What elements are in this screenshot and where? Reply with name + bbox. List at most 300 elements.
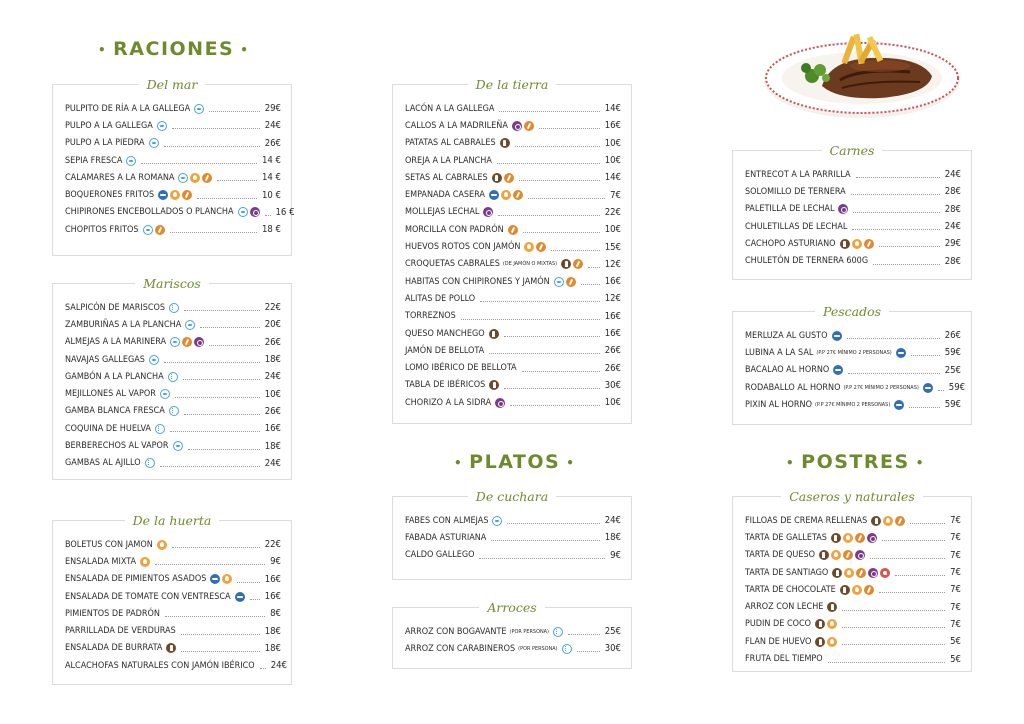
menu-item-price: 24€: [270, 660, 287, 672]
dotted-leader: [164, 146, 260, 147]
menu-item-price: 59€: [944, 347, 961, 359]
allergen-icons: [815, 619, 837, 629]
allergen-icons: [143, 225, 165, 235]
menu-item-name: CALDO GALLEGO: [405, 550, 475, 561]
egg-allergen-icon: [883, 516, 893, 526]
dotted-leader: [499, 111, 599, 112]
dotted-leader: [528, 198, 605, 199]
menu-item: [405, 547, 621, 564]
fish-solid-allergen-icon: [832, 331, 842, 341]
menu-item-price: 18€: [264, 440, 281, 452]
menu-item-name: CALAMARES A LA ROMANA: [65, 172, 175, 183]
menu-item: [745, 650, 961, 667]
gluten-allergen-icon: [504, 173, 514, 183]
menu-item: [65, 403, 281, 420]
allergen-icons: [185, 320, 195, 330]
menu-item-name: LACÓN A LA GALLEGA: [405, 103, 495, 114]
dotted-leader: [181, 634, 260, 635]
menu-item-price: 59€: [948, 382, 966, 394]
menu-item: [65, 622, 281, 639]
menu-item: [405, 342, 621, 359]
menu-item-price: 24€: [944, 169, 961, 181]
dotted-leader: [172, 128, 260, 129]
allergen-icons: [840, 585, 874, 595]
menu-item-name: HUEVOS ROTOS CON JAMÓN: [405, 242, 521, 253]
allergen-icons: [194, 104, 204, 114]
dotted-leader: [873, 264, 940, 265]
menu-item-name: ZAMBURIÑAS A LA PLANCHA: [65, 319, 182, 330]
menu-item-price: 18€: [264, 642, 281, 654]
dotted-leader: [184, 310, 260, 311]
fish-allergen-icon: [194, 104, 204, 114]
menu-item: [65, 152, 281, 169]
fish-allergen-icon: [185, 320, 195, 330]
menu-item-name: BOLETUS CON JAMON: [65, 539, 153, 550]
menu-item: [65, 117, 281, 134]
section-title: Del mar: [139, 77, 206, 92]
section-carnes: [732, 143, 972, 280]
menu-item-price: 5€: [950, 636, 961, 648]
menu-item: [405, 290, 621, 307]
menu-item-name: SOLOMILLO DE TERNERA: [745, 186, 846, 197]
menu-item-price: 29€: [264, 103, 281, 115]
menu-item-price: 16€: [264, 591, 281, 603]
menu-item-name: PULPO A LA PIEDRA: [65, 138, 145, 149]
milk-allergen-icon: [500, 138, 510, 148]
menu-item: [745, 633, 961, 650]
menu-item: [65, 316, 281, 333]
menu-item-price: 12€: [604, 293, 621, 305]
menu-item-price: 14 €: [261, 155, 281, 167]
menu-item: [745, 252, 961, 269]
section-title: Mariscos: [135, 276, 209, 291]
menu-item-price: 16€: [604, 120, 621, 132]
menu-item-price: 7€: [950, 532, 961, 544]
dotted-leader: [504, 336, 600, 337]
dotted-leader: [172, 547, 260, 548]
menu-item: [405, 152, 621, 169]
fish-solid-allergen-icon: [489, 190, 499, 200]
fish-allergen-icon: [554, 277, 564, 287]
menu-item-name: FABADA ASTURIANA: [405, 532, 487, 543]
menu-item-name: MEJILLONES AL VAPOR: [65, 389, 156, 400]
dotted-leader: [581, 284, 600, 285]
menu-item-name: ARROZ CON CARABINEROS: [405, 643, 516, 654]
fish-solid-allergen-icon: [158, 190, 168, 200]
fish-allergen-icon: [170, 337, 180, 347]
menu-item-note: (P.P 27€ MÍNIMO 2 PERSONAS): [843, 384, 919, 391]
sulfite-allergen-icon: [855, 550, 865, 560]
dotted-leader: [170, 232, 257, 233]
allergen-icons: [483, 207, 493, 217]
menu-item-name: COQUINA DE HUELVA: [65, 423, 151, 434]
sulfite-allergen-icon: [868, 568, 878, 578]
menu-item-price: 12€: [604, 258, 621, 270]
milk-allergen-icon: [832, 568, 842, 578]
dotted-leader: [209, 345, 260, 346]
menu-item: [405, 238, 621, 255]
menu-item: [405, 394, 621, 411]
dotted-leader: [175, 397, 260, 398]
menu-item: [745, 235, 961, 252]
dotted-leader: [200, 327, 259, 328]
postres-heading: • POSTRES •: [786, 451, 925, 473]
menu-item: [405, 623, 621, 640]
allergen-icons: [894, 400, 904, 410]
egg-allergen-icon: [222, 574, 232, 584]
menu-item-name: CHULETÓN DE TERNERA 600G: [745, 256, 869, 267]
menu-item-price: 7€: [950, 618, 961, 630]
menu-item-name: BOQUERONES FRITOS: [65, 190, 155, 201]
menu-item: [65, 204, 295, 221]
dotted-leader: [183, 379, 260, 380]
menu-item-name: FABES CON ALMEJAS: [405, 515, 489, 526]
dotted-leader: [160, 466, 260, 467]
allergen-icons: [819, 550, 865, 560]
dotted-leader: [491, 540, 599, 541]
menu-item-price: 29€: [944, 238, 961, 250]
menu-item: [745, 512, 961, 529]
dotted-leader: [480, 301, 600, 302]
milk-allergen-icon: [840, 239, 850, 249]
gluten-allergen-icon: [843, 550, 853, 560]
menu-item-name: ENSALADA DE TOMATE CON VENTRESCA: [65, 591, 231, 602]
dotted-leader: [479, 558, 605, 559]
section-title: Arroces: [479, 600, 544, 615]
fish-allergen-icon: [143, 225, 153, 235]
dotted-leader: [879, 592, 945, 593]
allergen-icons: [512, 121, 534, 131]
fish-solid-allergen-icon: [923, 383, 933, 393]
milk-allergen-icon: [819, 550, 829, 560]
dotted-leader: [489, 353, 599, 354]
gluten-allergen-icon: [895, 516, 905, 526]
menu-item-price: 22€: [264, 302, 281, 314]
menu-item: [405, 377, 621, 394]
allergen-icons: [896, 348, 906, 358]
dotted-leader: [188, 449, 260, 450]
menu-item-price: 7€: [950, 515, 961, 527]
menu-item: [65, 186, 281, 203]
menu-item-name: MORCILLA CON PADRÓN: [405, 224, 504, 235]
menu-item-price: 22€: [264, 539, 281, 551]
menu-item-price: 30€: [604, 643, 621, 655]
sulfite-allergen-icon: [867, 533, 877, 543]
allergen-icons: [827, 602, 837, 612]
menu-item: [745, 201, 961, 218]
menu-item-name: SEPIA FRESCA: [65, 155, 123, 166]
dotted-leader: [568, 634, 600, 635]
menu-item-price: 26€: [604, 362, 621, 374]
menu-item: [745, 616, 961, 633]
menu-item: [65, 221, 281, 238]
menu-item-name: PALETILLA DE LECHAL: [745, 204, 835, 215]
dotted-leader: [141, 163, 257, 164]
menu-item: [405, 273, 621, 290]
menu-item-price: 59€: [944, 399, 961, 411]
menu-item-name: HABITAS CON CHIPIRONES Y JAMÓN: [405, 276, 550, 287]
fish-solid-allergen-icon: [894, 400, 904, 410]
menu-item-price: 9€: [610, 549, 621, 561]
menu-item-name: QUESO MANCHEGO: [405, 328, 485, 339]
menu-item-name: ENTRECOT A LA PARRILLA: [745, 169, 851, 180]
menu-item-price: 7€: [950, 584, 961, 596]
menu-item-note: (POR PERSONA): [518, 645, 558, 652]
raciones-heading: • RACIONES •: [98, 38, 250, 60]
menu-item: [745, 564, 961, 581]
nut-allergen-icon: [880, 568, 890, 578]
allergen-icons: [166, 643, 176, 653]
section-mariscos: [52, 276, 292, 480]
menu-item: [405, 100, 621, 117]
allergen-icons: [149, 355, 159, 365]
fish-solid-allergen-icon: [235, 592, 245, 602]
menu-item-name: CHIPIRONES ENCEBOLLADOS O PLANCHA: [65, 207, 234, 218]
allergen-icons: [524, 242, 546, 252]
dotted-leader: [895, 575, 945, 576]
menu-item-price: 15€: [604, 241, 621, 253]
menu-item-price: 26€: [604, 345, 621, 357]
dotted-leader: [551, 250, 599, 251]
fish-allergen-icon: [157, 121, 167, 131]
dotted-leader: [519, 180, 600, 181]
section-title: De la huerta: [125, 513, 220, 528]
allergen-icons: [178, 173, 212, 183]
menu-item-price: 10€: [604, 224, 621, 236]
section-title: De la tierra: [468, 77, 557, 92]
milk-allergen-icon: [166, 643, 176, 653]
gluten-allergen-icon: [855, 533, 865, 543]
dotted-leader: [879, 246, 940, 247]
menu-item-name: ALITAS DE POLLO: [405, 293, 476, 304]
shellfish-allergen-icon: [155, 424, 165, 434]
dotted-leader: [911, 355, 940, 356]
dotted-leader: [856, 177, 940, 178]
menu-item: [65, 553, 281, 570]
allergen-icons: [157, 540, 167, 550]
menu-item-price: 24€: [264, 120, 281, 132]
menu-item-name: BERBERECHOS AL VAPOR: [65, 441, 169, 452]
sulfite-allergen-icon: [512, 121, 522, 131]
section-title: Caseros y naturales: [781, 489, 923, 504]
menu-item: [65, 605, 281, 622]
menu-item: [65, 455, 281, 472]
menu-item-price: 16€: [264, 423, 281, 435]
dotted-leader: [842, 627, 945, 628]
allergen-icons: [923, 383, 933, 393]
menu-item: [405, 204, 621, 221]
dotted-leader: [938, 390, 944, 391]
menu-item: [65, 571, 281, 588]
gluten-allergen-icon: [202, 173, 212, 183]
allergen-icons: [832, 331, 842, 341]
fish-solid-allergen-icon: [896, 348, 906, 358]
menu-item: [65, 437, 281, 454]
menu-item-price: 25€: [944, 364, 961, 376]
menu-item-price: 10€: [604, 397, 621, 409]
milk-allergen-icon: [831, 533, 841, 543]
menu-item-price: 18€: [264, 625, 281, 637]
dotted-leader: [842, 610, 945, 611]
allergen-icons: [840, 239, 874, 249]
allergen-icons: [489, 329, 499, 339]
menu-item: [405, 117, 621, 134]
sulfite-allergen-icon: [495, 398, 505, 408]
allergen-icons: [508, 225, 518, 235]
menu-item: [405, 640, 621, 657]
menu-item: [745, 344, 961, 361]
menu-item-name: JAMÓN DE BELLOTA: [405, 345, 485, 356]
menu-item: [745, 547, 961, 564]
platos-heading: • PLATOS •: [454, 451, 576, 473]
dotted-leader: [510, 405, 600, 406]
menu-item-name: CALLOS A LA MADRILEÑA: [405, 120, 508, 131]
menu-item: [405, 529, 621, 546]
fish-solid-allergen-icon: [833, 365, 843, 375]
dotted-leader: [909, 407, 939, 408]
milk-allergen-icon: [561, 259, 571, 269]
fish-allergen-icon: [173, 441, 183, 451]
gluten-allergen-icon: [508, 225, 518, 235]
menu-item-name: GAMBÓN A LA PLANCHA: [65, 371, 164, 382]
allergen-icons: [495, 398, 505, 408]
menu-item: [405, 308, 621, 325]
dotted-leader: [507, 523, 599, 524]
allergen-icons: [155, 424, 165, 434]
dotted-leader: [870, 558, 945, 559]
allergen-icons: [140, 557, 150, 567]
dotted-leader: [217, 180, 257, 181]
menu-item-price: 7€: [950, 567, 961, 579]
menu-item-name: ENSALADA MIXTA: [65, 556, 136, 567]
allergen-icons: [832, 568, 890, 578]
menu-item: [65, 420, 281, 437]
egg-allergen-icon: [831, 550, 841, 560]
milk-allergen-icon: [840, 585, 850, 595]
menu-item-name: PULPO A LA GALLEGA: [65, 120, 153, 131]
egg-allergen-icon: [827, 637, 837, 647]
allergen-icons: [815, 637, 837, 647]
menu-item-price: 16€: [604, 276, 621, 288]
menu-item: [745, 598, 961, 615]
allergen-icons: [561, 259, 583, 269]
menu-item-price: 24€: [604, 515, 621, 527]
allergen-icons: [210, 574, 232, 584]
menu-item-name: PARRILLADA DE VERDURAS: [65, 626, 176, 637]
egg-allergen-icon: [844, 568, 854, 578]
gluten-allergen-icon: [155, 225, 165, 235]
allergen-icons: [562, 644, 572, 654]
fish-solid-allergen-icon: [210, 574, 220, 584]
menu-item-price: 28€: [944, 203, 961, 215]
menu-item-name: PULPITO DE RÍA A LA GALLEGA: [65, 103, 191, 114]
menu-item: [65, 588, 281, 605]
menu-item-name: EMPANADA CASERA: [405, 190, 485, 201]
menu-item-name: TABLA DE IBÉRICOS: [405, 380, 486, 391]
allergen-icons: [489, 380, 499, 390]
fish-allergen-icon: [492, 516, 502, 526]
milk-allergen-icon: [492, 173, 502, 183]
allergen-icons: [831, 533, 877, 543]
menu-item-price: 18€: [264, 354, 281, 366]
fish-allergen-icon: [149, 138, 159, 148]
gluten-allergen-icon: [566, 277, 576, 287]
menu-item-name: OREJA A LA PLANCHA: [405, 155, 492, 166]
menu-item-name: ARROZ CON BOGAVANTE: [405, 626, 507, 637]
menu-item-price: 10€: [604, 155, 621, 167]
menu-item-note: (DE JAMÓN O MIXTAS): [502, 261, 558, 268]
menu-item-name: PIXIN AL HORNO: [745, 399, 812, 410]
allergen-icons: [833, 365, 843, 375]
menu-item-price: 26€: [264, 137, 281, 149]
menu-item-name: ENSALADA DE BURRATA: [65, 643, 163, 654]
menu-item-price: 16€: [604, 310, 621, 322]
egg-allergen-icon: [501, 190, 511, 200]
dotted-leader: [851, 194, 940, 195]
egg-allergen-icon: [852, 585, 862, 595]
menu-item-note: (POR PERSONA): [509, 628, 549, 635]
fish-allergen-icon: [160, 389, 170, 399]
menu-item: [745, 327, 961, 344]
menu-item-price: 30€: [604, 379, 621, 391]
menu-item-price: 26€: [264, 336, 281, 348]
menu-item-name: ARROZ CON LECHE: [745, 602, 824, 613]
menu-item-name: RODABALLO AL HORNO: [745, 382, 841, 393]
menu-item-price: 22€: [604, 206, 621, 218]
menu-item: [405, 169, 621, 186]
allergen-icons: [235, 592, 245, 602]
menu-item: [65, 536, 281, 553]
gluten-allergen-icon: [573, 259, 583, 269]
menu-item-name: CROQUETAS CABRALES: [405, 259, 500, 270]
allergen-icons: [238, 207, 260, 217]
menu-item-price: 28€: [944, 255, 961, 267]
menu-item: [745, 581, 961, 598]
menu-item-price: 16€: [604, 328, 621, 339]
menu-item-name: SALPICÓN DE MARISCOS: [65, 302, 166, 313]
menu-item-price: 28€: [944, 186, 961, 198]
egg-allergen-icon: [140, 557, 150, 567]
dotted-leader: [828, 662, 945, 663]
section-del-mar: [52, 77, 295, 256]
allergen-icons: [173, 441, 183, 451]
menu-item-note: (P.P 27€ MÍNIMO 2 PERSONAS): [814, 401, 891, 408]
milk-allergen-icon: [489, 380, 499, 390]
menu-item-price: 7€: [950, 549, 961, 561]
dotted-leader: [842, 644, 945, 645]
dotted-leader: [181, 651, 259, 652]
allergen-icons: [553, 627, 563, 637]
section-title: De cuchara: [468, 489, 556, 504]
menu-item-price: 26€: [944, 330, 961, 342]
dotted-leader: [588, 267, 600, 268]
dotted-leader: [184, 414, 260, 415]
allergen-icons: [838, 204, 848, 214]
dotted-leader: [539, 128, 600, 129]
menu-item-price: 18€: [604, 532, 621, 544]
menu-item: [65, 169, 281, 186]
gluten-allergen-icon: [856, 568, 866, 578]
section-de-cuchara: [392, 489, 632, 580]
milk-allergen-icon: [489, 329, 499, 339]
dotted-leader: [209, 111, 259, 112]
menu-item-name: TARTA DE SANTIAGO: [745, 567, 829, 578]
section-arroces: [392, 600, 632, 669]
gluten-allergen-icon: [513, 190, 523, 200]
section-de-la-huerta: [52, 513, 292, 685]
dotted-leader: [155, 564, 265, 565]
dotted-leader: [164, 362, 260, 363]
